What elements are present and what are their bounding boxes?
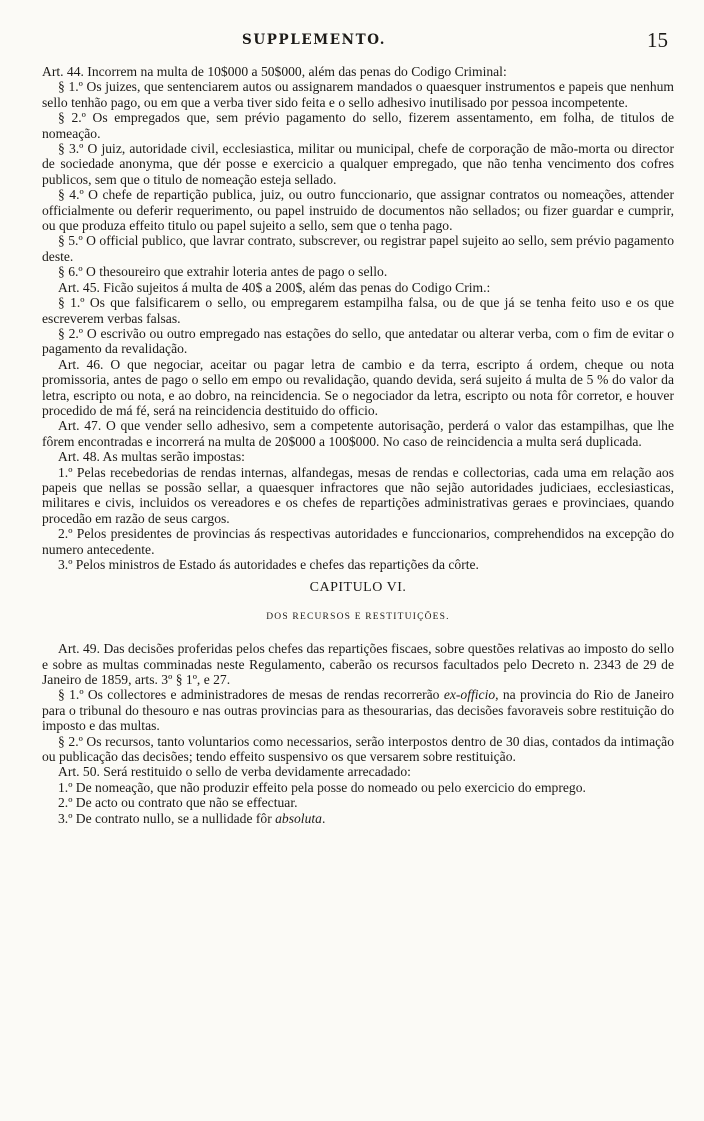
paragraph xyxy=(42,687,674,733)
paragraph: § 3.º O juiz, autoridade civil, ecclesiastica, militar ou municipal, chefe de corporação de mão-morta ou director de sociedade anonyma, que dér posse e exercicio a qualquer empregado, que não tenha vencimento dos cofres publicos, sem que o titulo de nomeação esteja sellado. xyxy=(42,141,674,187)
paragraph: § 1.º Os que falsificarem o sello, ou empregarem estampilha falsa, ou de que já se tenha feito uso e os que escreverem verbas falsas. xyxy=(42,295,674,326)
paragraph: § 2.º Os empregados que, sem prévio pagamento do sello, fizerem assentamento, em folha, de titulos de nomeação. xyxy=(42,110,674,141)
paragraph: § 2.º O escrivão ou outro empregado nas estações do sello, que antedatar ou alterar verba, com o fim de evitar o pagamento da revalidação. xyxy=(42,325,674,357)
paragraph: § 5.º O official publico, que lavrar contrato, subscrever, ou registrar papel sujeito ao sello, sem prévio pagamento deste. xyxy=(42,233,674,264)
paragraph: Art. 47. O que vender sello adhesivo, sem a competente autorisação, perderá o valor das estampilhas, que lhe fôrem encontradas e incorrerá na multa de 20$000 a 100$000. No caso de reincidencia a multa será duplicada. xyxy=(42,418,674,449)
paragraph: Art. 48. As multas serão impostas: xyxy=(58,449,245,465)
paragraph: § 6.º O thesoureiro que extrahir loteria antes de pago o sello. xyxy=(58,264,388,280)
italic-term: ex-officio xyxy=(443,687,496,703)
paragraph xyxy=(42,811,674,826)
paragraph: 1.º De nomeação, que não produzir effeito pela posse do nomeado ou pelo exercicio do emprego. xyxy=(58,779,586,795)
paragraph: Art. 49. Das decisões proferidas pelos chefes das repartições fiscaes, sobre questões relativas ao imposto do sello e sobre as multas comminadas neste Regulamento, caberão os recursos facultados pelo Decreto n. 2343 de 29 de Janeiro de 1859, arts. 3º § 1º, e 27. xyxy=(42,641,674,688)
text-segment: , na provincia do Rio de Janeiro para o tribunal do thesouro e nas outras provincias para as thesourarias, das decisões favoraveis sobre restituição do imposto e das multas. xyxy=(42,687,674,734)
text-segment: . xyxy=(321,810,326,826)
paragraph: § 1.º Os juizes, que sentenciarem autos ou assignarem mandados o quaesquer instrumentos e papeis que nenhum sello tenhão pago, ou em que a verba tiver sido feita e o sello adhesivo inutilisado por pessoa incompetente. xyxy=(42,79,674,110)
running-title: SUPPLEMENTO. xyxy=(242,32,387,48)
page-header xyxy=(42,22,674,64)
italic-term: absoluta xyxy=(275,810,322,826)
document-page xyxy=(42,22,674,826)
paragraph: 1.º Pelas recebedorias de rendas internas, alfandegas, mesas de rendas e collectorias, cada uma em relação aos papeis que nellas se possão sellar, a quaesquer infractores que não sejão autoridades judiciaes, ecclesiasticas, militares e civis, incluidos os vereadores e os chefes de repartições administrativas geraes e provinciaes, quando procedão em razão de seus cargos. xyxy=(42,464,674,526)
chapter-title: CAPITULO VI. xyxy=(309,580,407,596)
paragraph: Art. 44. Incorrem na multa de 10$000 a 50$000, além das penas do Codigo Criminal: xyxy=(42,64,507,79)
paragraph: § 4.º O chefe de repartição publica, juiz, ou outro funccionario, que assignar contratos ou nomeações, attender officialmente ou deferir requerimento, ou papel instruido de documentos não sellados; ou fizer guardar e cumprir, ou que produza effeito titulo ou papel sujeito a sello, sem que o tenha pago. xyxy=(42,187,674,234)
paragraph: § 2.º Os recursos, tanto voluntarios como necessarios, serão interpostos dentro de 30 dias, contados da intimação ou publicação das decisões; tendo effeito suspensivo os que versarem sobre restituição. xyxy=(42,733,674,765)
paragraph: 2.º De acto ou contrato que não se effectuar. xyxy=(58,795,298,811)
paragraph: Art. 50. Será restituido o sello de verba devidamente arrecadado: xyxy=(58,764,411,780)
page-body xyxy=(42,64,674,826)
paragraph: Art. 46. O que negociar, aceitar ou pagar letra de cambio e da terra, escripto á ordem, cheque ou nota promissoria, antes de pago o sello em empo ou revalidação, quando devida, será sujeito á multa de 5 % do valor da letra, escripto ou nota, e ao dobro, na reincidencia. Se o negociador da letra, escripto ou nota fôr corretor, e houver procedido de má fé, será na reincidencia destituido do officio. xyxy=(42,356,674,418)
paragraph: 2.º Pelos presidentes de provincias ás respectivas autoridades e funccionarios, comprehendidos na excepção do numero antecedente. xyxy=(42,526,674,557)
paragraph: 3.º Pelos ministros de Estado ás autoridades e chefes das repartições da côrte. xyxy=(58,557,479,572)
page-number: 15 xyxy=(647,28,668,52)
text-segment: § 1.º Os collectores e administradores de mesas de rendas recorrerão xyxy=(58,687,444,703)
paragraph: Art. 45. Ficão sujeitos á multa de 40$ a 200$, além das penas do Codigo Crim.: xyxy=(58,279,491,295)
text-segment: 3.º De contrato nullo, se a nullidade fôr xyxy=(58,810,276,826)
chapter-subtitle: DOS RECURSOS E RESTITUIÇÕES. xyxy=(266,611,450,622)
